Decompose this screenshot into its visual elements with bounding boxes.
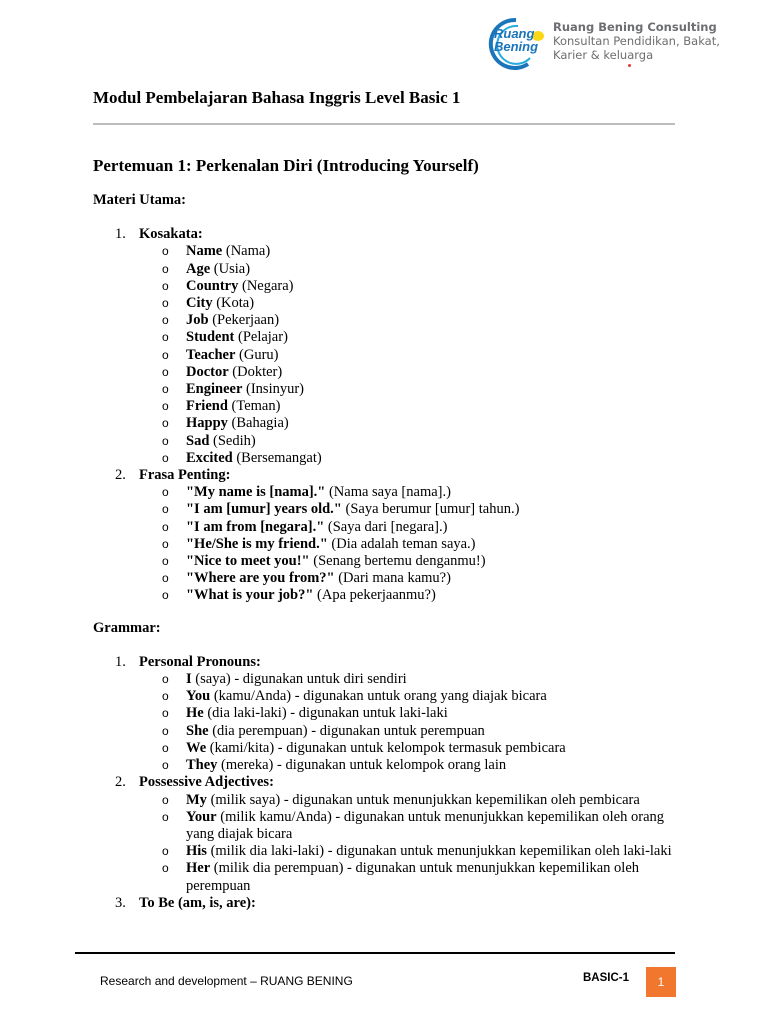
logo-accent-dot xyxy=(628,64,631,67)
item-term: "He/She is my friend." xyxy=(186,535,328,552)
item-term: "I am from [negara]." xyxy=(186,518,325,535)
list-item xyxy=(139,381,683,398)
item-description: (Insinyur) xyxy=(242,381,305,398)
item-description: (Negara) xyxy=(238,277,294,294)
item-term: Student xyxy=(186,329,235,346)
logo-word-ruang: Ruang xyxy=(494,26,535,41)
item-term: "I am [umur] years old." xyxy=(186,501,342,518)
item-description: (milik dia laki-laki) - digunakan untuk menunjukkan kepemilikan oleh laki-laki xyxy=(206,843,672,860)
item-term: Your xyxy=(186,808,217,825)
item-term: She xyxy=(186,722,209,739)
item-term: "What is your job?" xyxy=(186,587,314,604)
item-description: (Bahagia) xyxy=(227,415,289,432)
item-term: We xyxy=(186,739,207,756)
circle-bullet-icon: o xyxy=(162,382,169,397)
circle-bullet-icon: o xyxy=(162,723,169,738)
section-heading: To Be (am, is, are): xyxy=(139,894,256,911)
item-term: Friend xyxy=(186,398,228,415)
list-item xyxy=(139,809,683,843)
item-description: (milik dia perempuan) - digunakan untuk menunjukkan kepemilikan oleh perempuan xyxy=(186,860,640,894)
circle-bullet-icon: o xyxy=(162,244,169,259)
circle-bullet-icon: o xyxy=(162,278,169,293)
list-item xyxy=(139,364,683,381)
logo-word-bening: Bening xyxy=(494,39,539,54)
item-term: Engineer xyxy=(186,381,243,398)
list-item xyxy=(139,484,683,501)
materi-items xyxy=(139,243,683,467)
item-description: (Senang bertemu denganmu!) xyxy=(309,553,486,570)
circle-bullet-icon: o xyxy=(162,261,169,276)
list-item xyxy=(139,278,683,295)
list-item xyxy=(139,312,683,329)
item-term: Her xyxy=(186,860,211,877)
circle-bullet-icon: o xyxy=(162,296,169,311)
list-item xyxy=(139,295,683,312)
section-number: 2. xyxy=(115,774,126,791)
circle-bullet-icon: o xyxy=(162,571,169,586)
item-term: You xyxy=(186,688,211,705)
grammar-section xyxy=(93,774,683,894)
section-number: 3. xyxy=(115,894,126,911)
item-description: (dia laki-laki) - digunakan untuk laki-laki xyxy=(203,705,448,722)
circle-bullet-icon: o xyxy=(162,809,169,824)
item-term: Age xyxy=(186,260,211,277)
grammar-items xyxy=(139,792,683,895)
item-term: Doctor xyxy=(186,363,229,380)
item-description: (milik saya) - digunakan untuk menunjukkan kepemilikan oleh pembicara xyxy=(206,791,640,808)
circle-bullet-icon: o xyxy=(162,313,169,328)
list-item xyxy=(139,243,683,260)
grammar-section xyxy=(93,654,683,774)
item-term: His xyxy=(186,843,207,860)
item-description: (Dokter) xyxy=(228,363,283,380)
item-description: (dia perempuan) - digunakan untuk perempuan xyxy=(208,722,485,739)
list-item xyxy=(139,792,683,809)
circle-bullet-icon: o xyxy=(162,536,169,551)
materi-section xyxy=(93,226,683,467)
page-number-badge: 1 xyxy=(646,967,676,997)
list-item xyxy=(139,347,683,364)
item-description: (Guru) xyxy=(235,346,279,363)
list-item xyxy=(139,723,683,740)
circle-bullet-icon: o xyxy=(162,364,169,379)
circle-bullet-icon: o xyxy=(162,689,169,704)
list-item xyxy=(139,398,683,415)
item-description: (Nama saya [nama].) xyxy=(325,484,451,501)
item-description: (Usia) xyxy=(210,260,251,277)
grammar-heading: Grammar: xyxy=(93,619,161,636)
list-item xyxy=(139,501,683,518)
item-description: (Saya berumur [umur] tahun.) xyxy=(341,501,520,518)
circle-bullet-icon: o xyxy=(162,330,169,345)
footer-credit: Research and development – RUANG BENING xyxy=(100,974,353,988)
list-item xyxy=(139,757,683,774)
circle-bullet-icon: o xyxy=(162,433,169,448)
item-term: Excited xyxy=(186,449,233,466)
item-description: (kami/kita) - digunakan untuk kelompok termasuk pembicara xyxy=(206,739,566,756)
section-heading: Kosakata: xyxy=(139,226,203,243)
title-divider xyxy=(93,123,675,125)
section-heading: Possessive Adjectives: xyxy=(139,774,274,791)
circle-bullet-icon: o xyxy=(162,450,169,465)
item-term: "Where are you from?" xyxy=(186,570,335,587)
company-logo xyxy=(476,14,736,74)
circle-bullet-icon: o xyxy=(162,416,169,431)
circle-bullet-icon: o xyxy=(162,554,169,569)
company-tagline: Konsultan Pendidikan, Bakat, Karier & keluarga xyxy=(553,34,720,62)
list-item xyxy=(139,261,683,278)
item-description: (Kota) xyxy=(212,295,255,312)
item-term: They xyxy=(186,757,218,774)
circle-bullet-icon: o xyxy=(162,706,169,721)
item-term: City xyxy=(186,295,213,312)
section-number: 1. xyxy=(115,226,126,243)
item-term: Sad xyxy=(186,432,210,449)
item-term: Teacher xyxy=(186,346,236,363)
item-description: (Nama) xyxy=(222,243,271,260)
materi-heading: Materi Utama: xyxy=(93,192,186,208)
item-description: (Dari mana kamu?) xyxy=(334,570,451,587)
list-item xyxy=(139,415,683,432)
circle-bullet-icon: o xyxy=(162,672,169,687)
footer-module-code: BASIC-1 xyxy=(583,972,630,984)
list-item xyxy=(139,329,683,346)
item-term: "My name is [nama]." xyxy=(186,484,326,501)
item-description: (milik kamu/Anda) - digunakan untuk menunjukkan kepemilikan oleh orang yang diajak bicara xyxy=(186,808,665,842)
list-item xyxy=(139,843,683,860)
circle-bullet-icon: o xyxy=(162,347,169,362)
list-item xyxy=(139,860,683,894)
item-term: Country xyxy=(186,277,239,294)
item-description: (kamu/Anda) - digunakan untuk orang yang diajak bicara xyxy=(210,688,547,705)
item-description: (Bersemangat) xyxy=(232,449,322,466)
grammar-items xyxy=(139,671,683,774)
list-item xyxy=(139,570,683,587)
circle-bullet-icon: o xyxy=(162,792,169,807)
materi-items xyxy=(139,484,683,604)
item-term: "Nice to meet you!" xyxy=(186,553,310,570)
item-description: (Pekerjaan) xyxy=(208,312,280,329)
list-item xyxy=(139,740,683,757)
item-description: (mereka) - digunakan untuk kelompok orang lain xyxy=(217,757,507,774)
grammar-list xyxy=(93,654,683,912)
item-term: He xyxy=(186,705,204,722)
list-item xyxy=(139,519,683,536)
section-heading: Personal Pronouns: xyxy=(139,653,261,670)
list-item xyxy=(139,688,683,705)
item-description: (Saya dari [negara].) xyxy=(324,518,448,535)
grammar-section xyxy=(93,895,683,912)
list-item xyxy=(139,671,683,688)
list-item xyxy=(139,705,683,722)
item-term: My xyxy=(186,791,207,808)
item-description: (saya) - digunakan untuk diri sendiri xyxy=(191,671,407,688)
ruang-bening-logo-icon xyxy=(476,14,556,70)
circle-bullet-icon: o xyxy=(162,399,169,414)
document-title: Modul Pembelajaran Bahasa Inggris Level Basic 1 xyxy=(93,88,461,107)
circle-bullet-icon: o xyxy=(162,519,169,534)
item-term: Name xyxy=(186,243,223,260)
list-item xyxy=(139,553,683,570)
list-item xyxy=(139,587,683,604)
item-description: (Pelajar) xyxy=(234,329,288,346)
section-number: 2. xyxy=(115,467,126,484)
section-heading: Frasa Penting: xyxy=(139,467,231,484)
section-number: 1. xyxy=(115,653,126,670)
list-item xyxy=(139,536,683,553)
item-description: (Teman) xyxy=(227,398,281,415)
item-term: Happy xyxy=(186,415,228,432)
circle-bullet-icon: o xyxy=(162,740,169,755)
footer-divider xyxy=(75,952,675,954)
item-description: (Dia adalah teman saya.) xyxy=(327,535,476,552)
session-title: Pertemuan 1: Perkenalan Diri (Introducing Yourself) xyxy=(93,156,479,175)
circle-bullet-icon: o xyxy=(162,758,169,773)
circle-bullet-icon: o xyxy=(162,502,169,517)
item-description: (Sedih) xyxy=(209,432,256,449)
circle-bullet-icon: o xyxy=(162,588,169,603)
materi-section xyxy=(93,467,683,605)
item-description: (Apa pekerjaanmu?) xyxy=(313,587,436,604)
document-body xyxy=(93,192,683,912)
circle-bullet-icon: o xyxy=(162,861,169,876)
materi-list xyxy=(93,226,683,604)
item-term: Job xyxy=(186,312,209,329)
list-item xyxy=(139,433,683,450)
list-item xyxy=(139,450,683,467)
item-term: I xyxy=(186,671,192,688)
circle-bullet-icon: o xyxy=(162,485,169,500)
company-name: Ruang Bening Consulting xyxy=(553,20,717,34)
circle-bullet-icon: o xyxy=(162,844,169,859)
